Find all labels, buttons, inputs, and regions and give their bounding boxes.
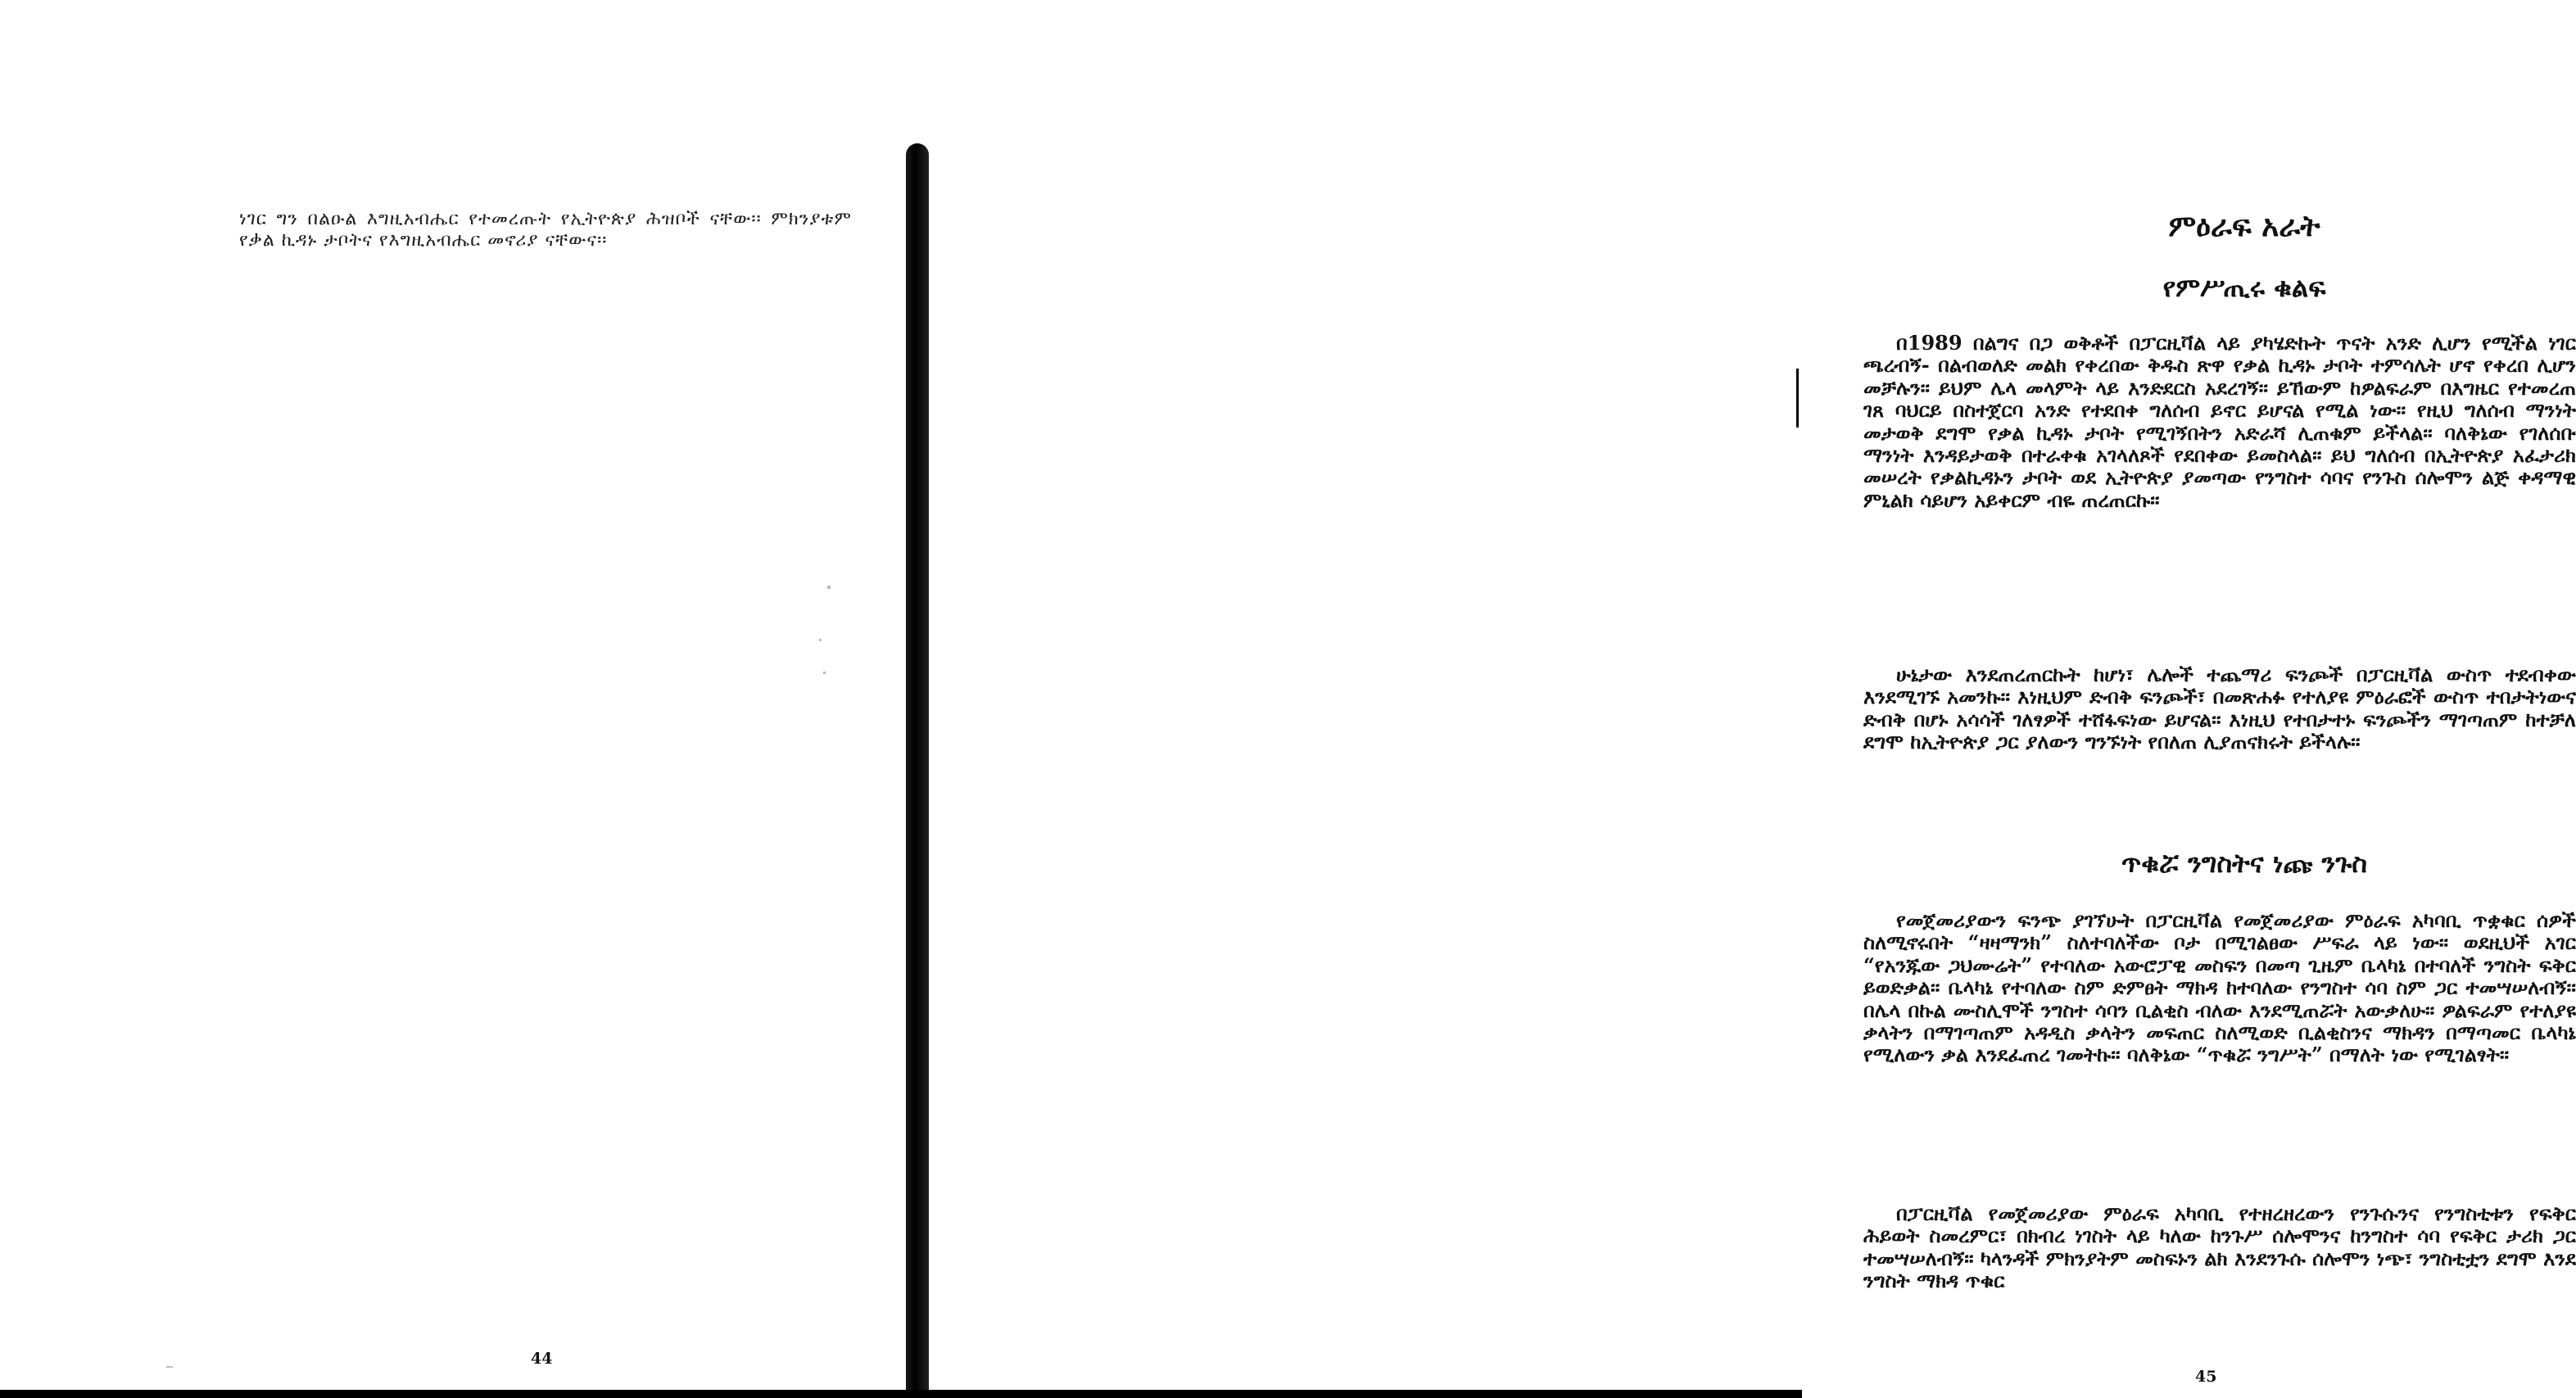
body-paragraph: በፓርዚቫል የመጀመሪያው ምዕራፍ አካባቢ የተዘረዘረውን የንጉሱንና የንግስቲቱን የፍቅር ሕይወት ስመረምር፣ በክብረ ነገስት ላይ ካለው ከንጉሥ ሰሎሞንና ከንግስተ ሳባ የፍቅር ታሪክ ጋር ተመሣሠለብኝ፡፡ ካላንዳች ምክንያትም መስፍኑን ልክ እንደንጉሱ ሰሎሞን ነጭ፣ ንግስቲቷን ደግሞ እንደ ንግስት ማክዳ ጥቁር: [1863, 1201, 2576, 1293]
left-page-paragraph: ነገር ግን በልዑል እግዚአብሔር የተመረጡት የኢትዮጵያ ሕዝቦች ናቸው፡፡ ምክንያቱም የቃል ኪዳኑ ታቦትና የእግዚአብሔር መኖሪያ ናቸውና፡፡: [239, 209, 852, 251]
body-paragraph: በ1989 በልግና በጋ ወቅቶች በፓርዚቫል ላይ ያካሄድኩት ጥናት አንድ ሊሆን የሚችል ነገር ጫረብኝ- በልብወለድ መልክ የቀረበው ቅዱስ ጽዋ የቃል ኪዳኑ ታቦት ተምሳሌት ሆኖ የቀረበ ሊሆን መቻሉን፡፡ ይህም ሌላ መላምት ላይ እንድደርስ አደረገኝ፡፡ ይኸውም ከዎልፍራም በእግዜር የተመረጠ ገጸ ባህርይ በስተጀርባ አንድ የተደበቀ ግለሰብ ይኖር ይሆናል የሚል ነው፡፡ የዚህ ግለሰብ ማንነት መታወቅ ደግሞ የቃል ኪዳኑ ታቦት የሚገኝበትን አድራሻ ሊጠቁም ይችላል፡፡ ባለቅኔው የገለሰቡ ማንነት እንዳይታወቅ በተራቀቁ አገላለጾች የደበቀው ይመስላል፡፡ ይህ ግለሰብ በኢትዮጵያ አፈታሪክ መሠረት የቃልኪዳኑን ታቦት ወደ ኢትዮጵያ ያመጣው የንግስተ ሳባና የንጉስ ሰሎሞን ልጅ ቀዳማዊ ምኒልክ ሳይሆን አይቀርም ብዬ ጠረጠርኩ፡፡: [1863, 331, 2576, 512]
scan-speck: [166, 1366, 173, 1368]
scan-speck: [819, 639, 822, 641]
chapter-title: ምዕራፍ አራት: [2168, 209, 2320, 243]
right-page: [901, 0, 2576, 1398]
scan-speck: [823, 672, 826, 674]
right-page-number: 45: [2195, 1368, 2217, 1386]
body-paragraph: የመጀመሪያውን ፍንጭ ያገኘሁት በፓርዚቫል የመጀመሪያው ምዕራፍ አካባቢ ጥቋቁር ሰዎች ስለሚኖሩበት “ዛዛማንክ” ስለተባለችው ቦታ በሚገልፀው ሥፍራ ላይ ነው፡፡ ወደዚህች አገር “የአንጁው ጋህሙሬት” የተባለው አውሮፓዊ መስፍን በመጣ ጊዜም ቤላካኔ በተባለች ንግስት ፍቅር ይወድቃል፡፡ ቤላካኔ የተባለው ስም ድምፀት ማክዳ ከተባለው የንግስተ ሳባ ስም ጋር ተመሣሠለብኝ፡፡ በሌላ በኩል ሙስሊሞች ንግስተ ሳባን ቢልቂስ ብለው እንደሚጠሯት አውቃለሁ፡፡ ዎልፍራም የተለያዩ ቃላትን በማገጣጠም አዳዲስ ቃላትን መፍጠር ስለሚወድ ቢልቂስንና ማክዳን በማጣመር ቤላካኔ የሚለውን ቃል እንደፈጠረ ገመትኩ፡፡ ባለቅኔው “ጥቁሯ ንግሥት” በማለት ነው የሚገልፃት፡፡: [1863, 908, 2576, 1067]
scan-edge-mark: [1796, 369, 1799, 428]
section-title: የምሥጢሩ ቁልፍ: [2162, 272, 2326, 303]
scan-bottom-edge: [0, 1390, 1802, 1398]
left-page: [0, 0, 901, 1398]
scan-speck: [827, 586, 831, 589]
left-page-number: 44: [531, 1350, 553, 1368]
body-paragraph: ሁኔታው እንደጠረጠርኩት ከሆነ፣ ሌሎች ተጨማሪ ፍንጮች በፓርዚቫል ውስጥ ተደብቀው እንደሚገኙ አመንኩ፡፡ እነዚህም ድብቅ ፍንጮች፣ በመጽሐፉ የተለያዩ ምዕራፎች ውስጥ ተበታትነውና ድብቅ በሆኑ አሳሳች ገለፃዎች ተሸፋፍነው ይሆናል፡፡ እነዚህ የተበታተኑ ፍንጮችን ማገጣጠም ከተቻለ ደግሞ ከኢትዮጵያ ጋር ያለውን ግንኙነት የበለጠ ሊያጠናክሩት ይችላሉ፡፡: [1863, 663, 2576, 754]
section-title: ጥቁሯ ንግስትና ነጩ ንጉስ: [2121, 848, 2368, 879]
